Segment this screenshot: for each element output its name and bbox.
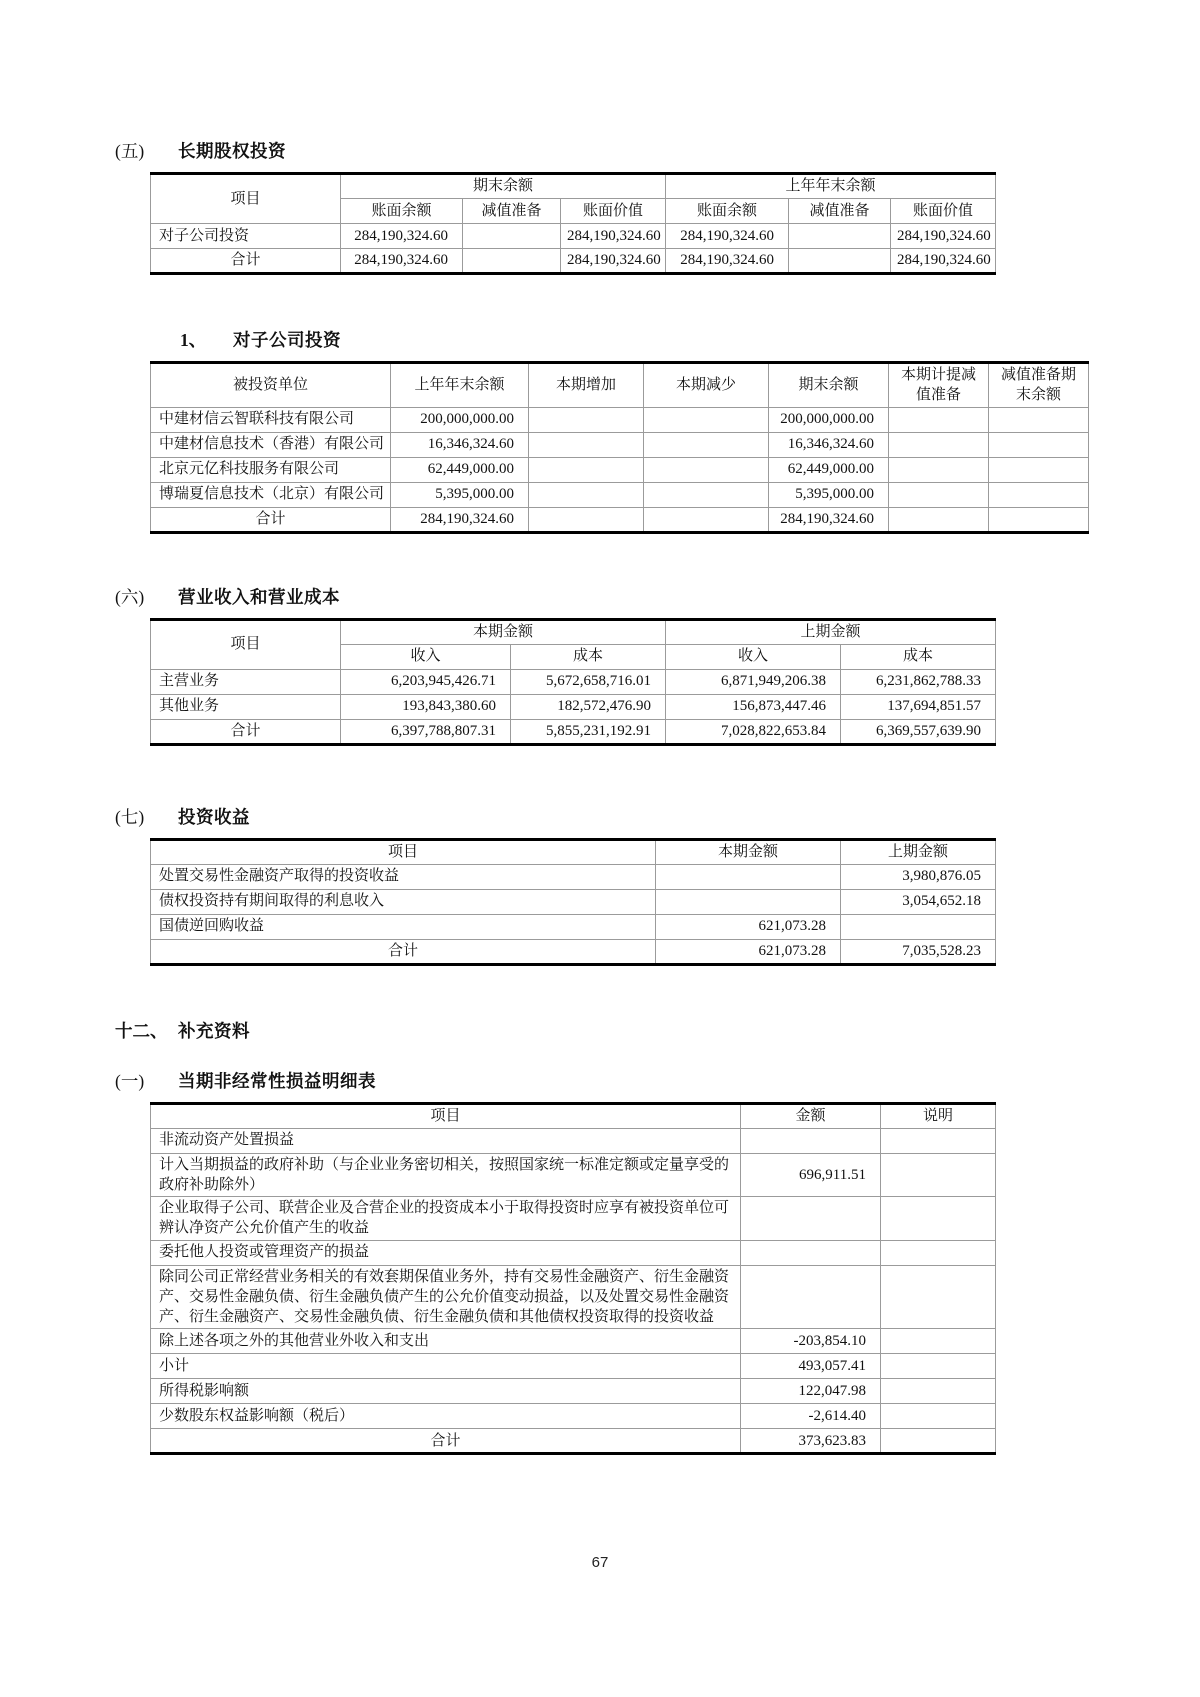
page-number: 67 [591, 1554, 609, 1571]
section-title: 补充资料 [178, 1020, 250, 1041]
table-row [151, 719, 996, 744]
column-header: 金额 [741, 1103, 881, 1128]
cell-value: 62,449,000.00 [769, 457, 889, 482]
table-row [151, 889, 996, 914]
cell-value [989, 482, 1089, 507]
cell-value: 5,855,231,192.91 [511, 719, 666, 744]
row-label: 除上述各项之外的其他营业外收入和支出 [151, 1329, 741, 1354]
section-title: 营业收入和营业成本 [178, 586, 340, 607]
cell-value [741, 1197, 881, 1241]
cell-value [881, 1240, 996, 1265]
row-label: 国债逆回购收益 [151, 914, 656, 939]
row-label: 对子公司投资 [151, 224, 341, 249]
cell-value: 182,572,476.90 [511, 694, 666, 719]
table-row [151, 914, 996, 939]
spacer [115, 746, 1088, 804]
section-heading-7 [115, 804, 1088, 829]
cell-value: 284,190,324.60 [341, 224, 463, 249]
table-row [151, 224, 996, 249]
column-header: 成本 [841, 644, 996, 669]
cell-value: 16,346,324.60 [769, 432, 889, 457]
column-header: 成本 [511, 644, 666, 669]
cell-value: 5,672,658,716.01 [511, 669, 666, 694]
cell-value [529, 482, 644, 507]
section-label: (六) [115, 586, 145, 607]
cell-value: 200,000,000.00 [769, 407, 889, 432]
cell-value: 7,035,528.23 [841, 939, 996, 964]
cell-value [989, 507, 1089, 532]
cell-value: 284,190,324.60 [891, 249, 996, 274]
cell-value [529, 407, 644, 432]
cell-value [881, 1153, 996, 1197]
cell-value [881, 1354, 996, 1379]
table-row [151, 669, 996, 694]
cell-value [881, 1429, 996, 1454]
cell-value: 621,073.28 [656, 939, 841, 964]
column-header: 账面余额 [341, 199, 463, 224]
cell-value [644, 432, 769, 457]
column-header: 减值准备 [463, 199, 561, 224]
spacer [115, 275, 1088, 327]
row-label: 合计 [151, 719, 341, 744]
spacer [115, 534, 1088, 584]
section-heading-12 [115, 1018, 1088, 1043]
table-row [151, 1128, 996, 1153]
cell-value [989, 457, 1089, 482]
cell-value [881, 1197, 996, 1241]
cell-value [889, 457, 989, 482]
cell-value: 6,871,949,206.38 [666, 669, 841, 694]
cell-value: 200,000,000.00 [391, 407, 529, 432]
column-header: 本期计提减值准备 [889, 363, 989, 408]
row-label: 合计 [151, 1429, 741, 1454]
cell-value [889, 432, 989, 457]
column-group-header: 上年年末余额 [666, 174, 996, 199]
column-header: 本期金额 [656, 839, 841, 864]
cell-value [644, 407, 769, 432]
cell-value: -2,614.40 [741, 1404, 881, 1429]
table-row [151, 939, 996, 964]
column-header: 减值准备 [789, 199, 891, 224]
spacer [115, 966, 1088, 1018]
row-label: 所得税影响额 [151, 1379, 741, 1404]
cell-value: 284,190,324.60 [666, 224, 789, 249]
cell-value [644, 457, 769, 482]
cell-value [644, 507, 769, 532]
cell-value [741, 1265, 881, 1329]
table-row [151, 482, 1089, 507]
section-title: 当期非经常性损益明细表 [178, 1070, 376, 1091]
column-header: 账面价值 [561, 199, 666, 224]
row-label: 中建材信息技术（香港）有限公司 [151, 432, 391, 457]
row-label: 合计 [151, 249, 341, 274]
cell-value: 284,190,324.60 [666, 249, 789, 274]
long-term-equity-investment-table [150, 172, 996, 275]
cell-value [741, 1128, 881, 1153]
column-header: 账面价值 [891, 199, 996, 224]
section-title: 投资收益 [178, 806, 250, 827]
cell-value [889, 507, 989, 532]
cell-value [881, 1265, 996, 1329]
cell-value: -203,854.10 [741, 1329, 881, 1354]
table-row [151, 249, 996, 274]
column-header: 账面余额 [666, 199, 789, 224]
cell-value [881, 1379, 996, 1404]
column-header: 减值准备期末余额 [989, 363, 1089, 408]
cell-value: 62,449,000.00 [391, 457, 529, 482]
column-header: 期末余额 [769, 363, 889, 408]
cell-value: 6,369,557,639.90 [841, 719, 996, 744]
cell-value: 7,028,822,653.84 [666, 719, 841, 744]
column-header: 项目 [151, 839, 656, 864]
row-label: 主营业务 [151, 669, 341, 694]
cell-value [656, 864, 841, 889]
cell-value: 3,054,652.18 [841, 889, 996, 914]
column-header: 项目 [151, 174, 341, 224]
table-header-row [151, 839, 996, 864]
column-group-header: 上期金额 [666, 619, 996, 644]
table-row [151, 864, 996, 889]
table-row [151, 1197, 996, 1241]
cell-value [789, 249, 891, 274]
cell-value: 156,873,447.46 [666, 694, 841, 719]
cell-value [989, 407, 1089, 432]
row-label: 北京元亿科技服务有限公司 [151, 457, 391, 482]
column-header: 本期增加 [529, 363, 644, 408]
section-label: 十二、 [115, 1020, 168, 1041]
cell-value: 373,623.83 [741, 1429, 881, 1454]
column-header: 项目 [151, 1103, 741, 1128]
spacer [115, 1052, 1088, 1068]
column-header: 本期减少 [644, 363, 769, 408]
cell-value [889, 407, 989, 432]
section-label: (五) [115, 141, 145, 161]
section-heading-5 [115, 138, 1088, 163]
row-label: 计入当期损益的政府补助（与企业业务密切相关，按照国家统一标准定额或定量享受的政府补助除外） [151, 1153, 741, 1197]
row-label: 非流动资产处置损益 [151, 1128, 741, 1153]
cell-value: 284,190,324.60 [391, 507, 529, 532]
column-header: 收入 [341, 644, 511, 669]
cell-value: 137,694,851.57 [841, 694, 996, 719]
section-label: (七) [115, 806, 145, 827]
cell-value: 621,073.28 [656, 914, 841, 939]
section-title: 长期股权投资 [178, 141, 286, 161]
table-header-row [151, 174, 996, 199]
table-row [151, 507, 1089, 532]
section-label: 1、 [180, 330, 207, 350]
cell-value: 16,346,324.60 [391, 432, 529, 457]
section-label: (一) [115, 1070, 145, 1091]
cell-value [889, 482, 989, 507]
cell-value [656, 889, 841, 914]
cell-value [463, 249, 561, 274]
cell-value: 284,190,324.60 [561, 224, 666, 249]
row-label: 企业取得子公司、联营企业及合营企业的投资成本小于取得投资时应享有被投资单位可辨认净资产公允价值产生的收益 [151, 1197, 741, 1241]
cell-value: 5,395,000.00 [391, 482, 529, 507]
section-title: 对子公司投资 [233, 330, 341, 350]
table-row [151, 1379, 996, 1404]
table-row [151, 457, 1089, 482]
cell-value: 284,190,324.60 [891, 224, 996, 249]
table-row [151, 1404, 996, 1429]
cell-value: 193,843,380.60 [341, 694, 511, 719]
table-row [151, 1153, 996, 1197]
column-group-header: 本期金额 [341, 619, 666, 644]
cell-value [881, 1128, 996, 1153]
column-header: 被投资单位 [151, 363, 391, 408]
cell-value: 493,057.41 [741, 1354, 881, 1379]
cell-value [789, 224, 891, 249]
row-label: 合计 [151, 507, 391, 532]
cell-value: 284,190,324.60 [561, 249, 666, 274]
cell-value [529, 432, 644, 457]
table-row [151, 1265, 996, 1329]
row-label: 中建材信云智联科技有限公司 [151, 407, 391, 432]
revenue-cost-table [150, 618, 996, 746]
column-header: 上期金额 [841, 839, 996, 864]
section-heading-5-1 [180, 327, 1088, 352]
row-label: 处置交易性金融资产取得的投资收益 [151, 864, 656, 889]
section-heading-12-1 [115, 1068, 1088, 1093]
table-header-row [151, 1103, 996, 1128]
cell-value [881, 1329, 996, 1354]
table-row [151, 694, 996, 719]
column-header: 说明 [881, 1103, 996, 1128]
investment-income-table [150, 838, 996, 966]
cell-value [463, 224, 561, 249]
column-header: 上年年末余额 [391, 363, 529, 408]
cell-value: 122,047.98 [741, 1379, 881, 1404]
table-row [151, 1354, 996, 1379]
cell-value: 6,231,862,788.33 [841, 669, 996, 694]
table-row [151, 1329, 996, 1354]
table-row [151, 1240, 996, 1265]
cell-value: 284,190,324.60 [341, 249, 463, 274]
row-label: 小计 [151, 1354, 741, 1379]
table-header-row [151, 363, 1089, 408]
cell-value [989, 432, 1089, 457]
cell-value: 5,395,000.00 [769, 482, 889, 507]
table-row [151, 432, 1089, 457]
cell-value [841, 914, 996, 939]
column-group-header: 期末余额 [341, 174, 666, 199]
row-label: 债权投资持有期间取得的利息收入 [151, 889, 656, 914]
cell-value [529, 457, 644, 482]
section-heading-6 [115, 584, 1088, 609]
row-label: 合计 [151, 939, 656, 964]
row-label: 少数股东权益影响额（税后） [151, 1404, 741, 1429]
cell-value: 284,190,324.60 [769, 507, 889, 532]
column-header: 收入 [666, 644, 841, 669]
cell-value: 6,397,788,807.31 [341, 719, 511, 744]
cell-value: 6,203,945,426.71 [341, 669, 511, 694]
cell-value [529, 507, 644, 532]
cell-value [881, 1404, 996, 1429]
cell-value: 696,911.51 [741, 1153, 881, 1197]
table-row [151, 407, 1089, 432]
table-row [151, 1429, 996, 1454]
row-label: 博瑞夏信息技术（北京）有限公司 [151, 482, 391, 507]
row-label: 其他业务 [151, 694, 341, 719]
non-recurring-items-table [150, 1102, 996, 1456]
column-header: 项目 [151, 619, 341, 669]
subsidiary-investment-table [150, 361, 1089, 534]
cell-value [741, 1240, 881, 1265]
cell-value [644, 482, 769, 507]
table-header-row [151, 619, 996, 644]
row-label: 除同公司正常经营业务相关的有效套期保值业务外，持有交易性金融资产、衍生金融资产、交易性金融负债、衍生金融负债产生的公允价值变动损益，以及处置交易性金融资产、衍生金融资产、交易性金融负债、衍生金融负债和其他债权投资取得的投资收益 [151, 1265, 741, 1329]
cell-value: 3,980,876.05 [841, 864, 996, 889]
row-label: 委托他人投资或管理资产的损益 [151, 1240, 741, 1265]
